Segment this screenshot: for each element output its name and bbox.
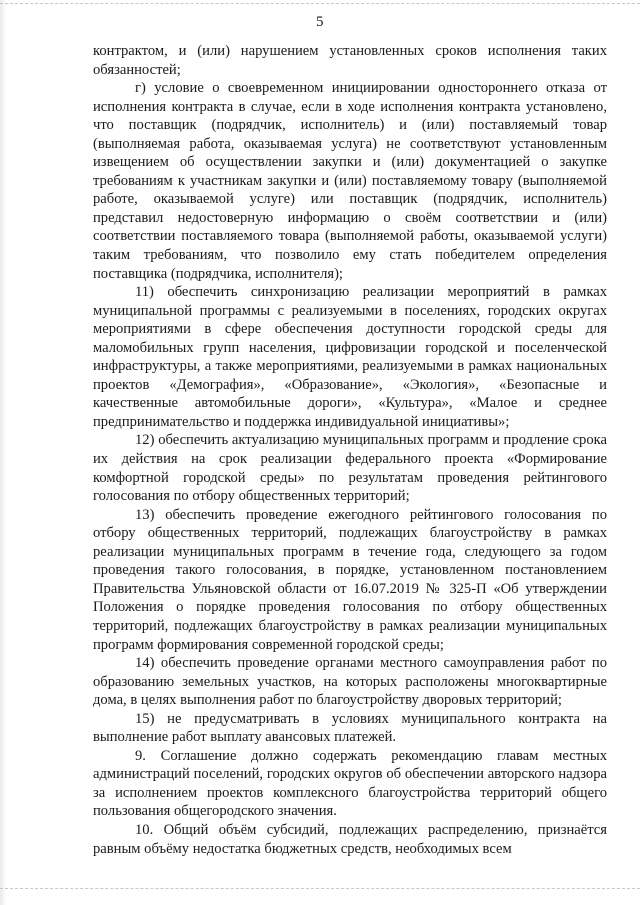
paragraph-section-9: 9. Соглашение должно содержать рекомендацию главам местных администраций поселений, городских округов об обеспечении авторского надзора за исполнением проектов комплексного благоустройства территорий общего пользования общегородского значения. (93, 747, 607, 820)
scan-edge-bottom (0, 888, 640, 889)
paragraph-continuation: контрактом, и (или) нарушением установленных сроков исполнения таких обязанностей; (93, 43, 607, 78)
paragraph-section-10: 10. Общий объём субсидий, подлежащих распределению, признаётся равным объёму недостатка бюджетных средств, необходимых всем (93, 821, 607, 857)
paragraph-item-15: 15) не предусматривать в условиях муниципального контракта на выполнение работ выплату авансовых платежей. (93, 710, 607, 746)
paragraph-item-11: 11) обеспечить синхронизацию реализации мероприятий в рамках муниципальной программы с реализуемыми в поселениях, городских округах мероприятиями в сфере обеспечения доступности городской среды для маломобильных групп населения, цифровизации городской и поселенческой инфраструктуры, а также мероприятиями, реализуемыми в рамках национальных проектов «Демография», «Образование», «Экология», «Безопасные и качественные автомобильные дороги», «Культура», «Малое и среднее предпринимательство и поддержка индивидуальной инициативы»; (93, 284, 607, 430)
paragraph-item-13: 13) обеспечить проведение ежегодного рейтингового голосования по отбору общественных территорий, подлежащих благоустройству в рамках реализации муниципальных программ в течение года, следующего за годом проведения такого голосования, в порядке, установленном постановлением Правительства Ульяновской области от 16.07.2019 № 325-П «Об утверждении Положения о порядке проведения голосования по отбору общественных территорий, подлежащих благоустройству в рамках реализации муниципальных программ формирования современной городской среды; (93, 506, 607, 653)
scan-shadow (0, 0, 6, 905)
paragraph-item-14: 14) обеспечить проведение органами местного самоуправления работ по образованию земельных участков, на которых расположены многоквартирные дома, в целях выполнения работ по благоустройству дворовых территорий; (93, 655, 607, 709)
document-body (93, 42, 607, 858)
page-number: 5 (316, 14, 324, 30)
paragraph-item-12: 12) обеспечить актуализацию муниципальных программ и продление срока их действия на срок реализации федерального проекта «Формирование комфортной городской среды» по результатам проведения рейтингового голосования по отбору общественных территорий; (93, 432, 607, 505)
paragraph-item-g: г) условие о своевременном инициировании одностороннего отказа от исполнения контракта в случае, если в ходе исполнения контракта установлено, что поставщик (подрядчик, исполнитель) и (или) поставляемый товар (выполняемая работа, оказываемая услуга) не соответствуют установленным извещением об осуществлении закупки и (или) документацией о закупке требованиям к участникам закупки и (или) поставляемому товару (выполняемой работе, оказываемой услуге) или поставщик (подрядчик, исполнитель) представил недостоверную информацию о своём соответствии и (или) соответствии поставляемого товара (выполняемой работы, оказываемой услуги) таким требованиям, что позволило ему стать победителем определения поставщика (подрядчика, исполнителя); (93, 80, 607, 282)
scan-edge-top (0, 3, 640, 4)
